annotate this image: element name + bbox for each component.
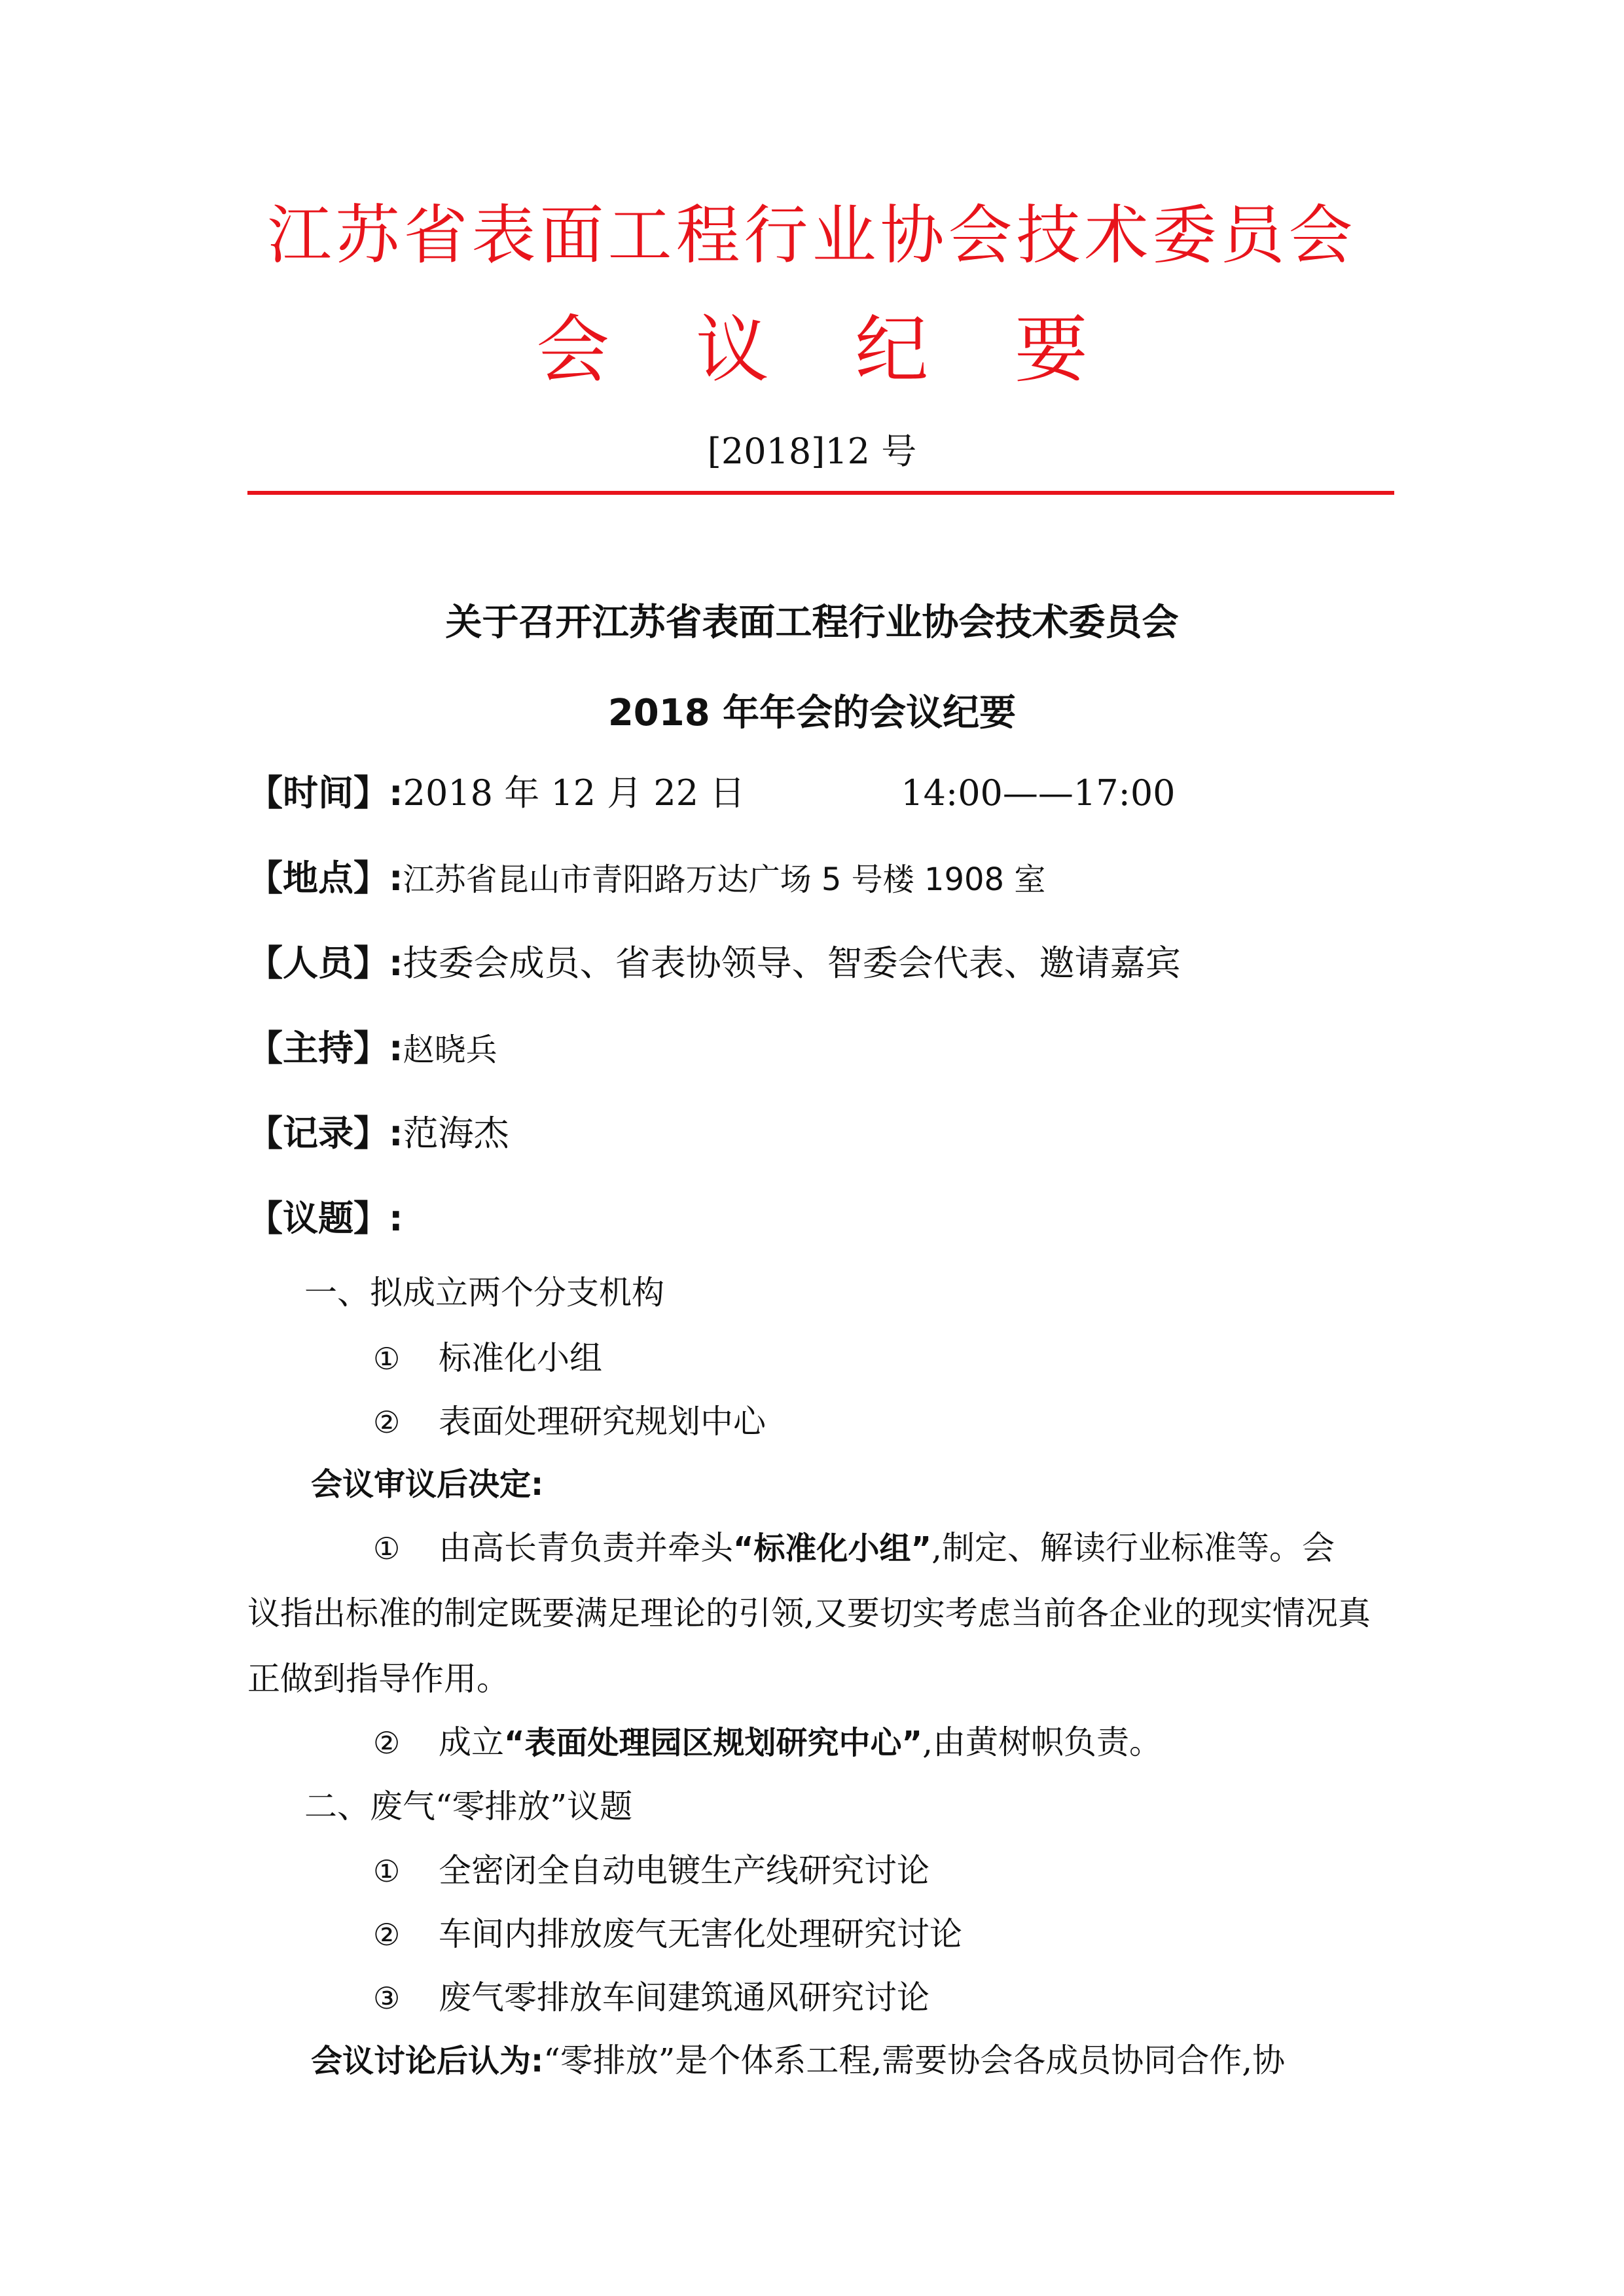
decision-1-cont-1: 议指出标准的制定既要满足理论的引领,又要切实考虑当前各企业的现实情况真: [247, 1594, 1371, 1632]
field-time-key: 【时间】:: [247, 772, 403, 814]
subject-line-2: 2018 年年会的会议纪要: [607, 692, 1017, 734]
field-time: [247, 767, 1399, 819]
agenda-item-2-heading: 二、废气“零排放”议题: [304, 1787, 633, 1825]
doc-number: [2018]12 号: [707, 431, 917, 472]
field-host-value: 赵晓兵: [403, 1031, 497, 1068]
decision-2: ② 成立“表面处理园区规划研究中心”,由黄树帜负责。: [373, 1723, 1163, 1761]
field-time-date: 2018 年 12 月 22 日: [403, 772, 746, 814]
field-agenda-key: 【议题】:: [247, 1198, 403, 1239]
field-place: [247, 852, 1399, 906]
decision-1-cont-2: 正做到指导作用。: [247, 1660, 509, 1698]
field-host: [247, 1022, 1399, 1076]
red-divider: [247, 491, 1394, 495]
list-item: ③ 废气零排放车间建筑通风研究讨论: [373, 1979, 929, 2017]
list-item: ① 全密闭全自动电镀生产线研究讨论: [373, 1852, 929, 1890]
agenda-item-1-heading: 一、拟成立两个分支机构: [304, 1274, 664, 1312]
field-record: [247, 1107, 1399, 1160]
field-agenda: [247, 1193, 1399, 1245]
field-place-value: 江苏省昆山市青阳路万达广场 5 号楼 1908 室: [403, 861, 1046, 898]
field-people: [247, 937, 1399, 990]
decision-label: 会议审议后决定:: [311, 1466, 544, 1503]
list-item: ① 标准化小组: [373, 1339, 602, 1377]
list-item: ② 车间内排放废气无害化处理研究讨论: [373, 1915, 962, 1953]
field-record-value: 范海杰: [403, 1113, 509, 1154]
field-host-key: 【主持】:: [247, 1028, 403, 1069]
field-record-key: 【记录】:: [247, 1113, 403, 1154]
decision-1: ① 由高长青负责并牵头“标准化小组”,制定、解读行业标准等。会: [373, 1529, 1335, 1567]
doc-type-title: 会 议 纪 要: [536, 308, 1119, 393]
field-people-value: 技委会成员、省表协领导、智委会代表、邀请嘉宾: [403, 942, 1181, 984]
subject-line-1: 关于召开江苏省表面工程行业协会技术委员会: [445, 601, 1179, 644]
field-people-key: 【人员】:: [247, 942, 403, 984]
conclusion: 会议讨论后认为:“零排放”是个体系工程,需要协会各成员协同合作,协: [311, 2041, 1286, 2079]
list-item: ② 表面处理研究规划中心: [373, 1403, 766, 1441]
org-title: 江苏省表面工程行业协会技术委员会: [267, 198, 1357, 273]
field-time-range: 14:00——17:00: [901, 772, 1176, 814]
field-place-key: 【地点】:: [247, 857, 403, 899]
